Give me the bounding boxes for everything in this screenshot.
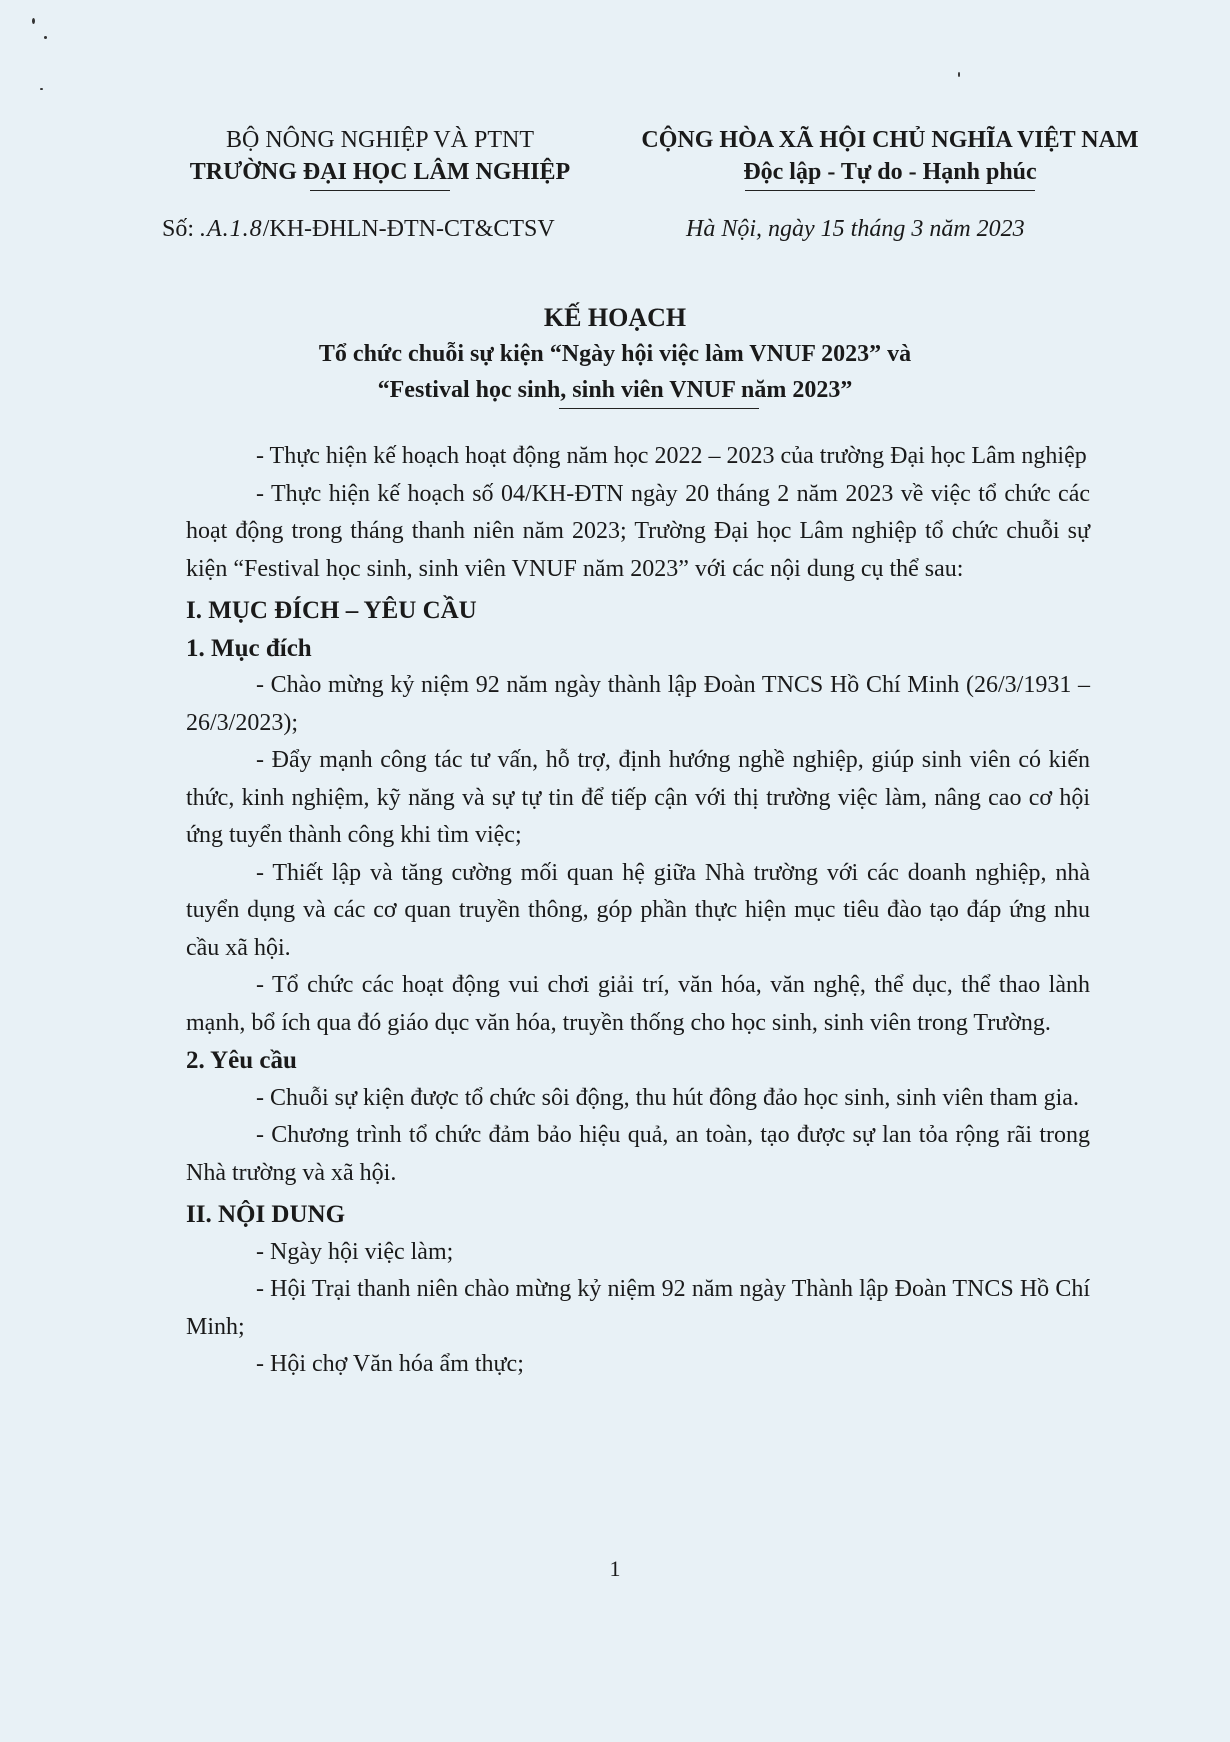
issuer-header (160, 124, 600, 191)
list-item: - Chào mừng kỷ niệm 92 năm ngày thành lập Đoàn TNCS Hồ Chí Minh (26/3/1931 – 26/3/2023); (186, 672, 1090, 736)
title-underline (559, 408, 759, 409)
national-title: CỘNG HÒA XÃ HỘI CHỦ NGHĨA VIỆT NAM (641, 127, 1139, 153)
title-line-1: Tổ chức chuỗi sự kiện “Ngày hội việc làm VNUF 2023” và (318, 341, 912, 367)
intro-paragraph: - Thực hiện kế hoạch hoạt động năm học 2022 – 2023 của trường Đại học Lâm nghiệp (256, 443, 1087, 469)
list-item: - Tổ chức các hoạt động vui chơi giải trí, văn hóa, văn nghệ, thể dục, thể thao lành mạnh, bổ ích qua đó giáo dục văn hóa, truyền thống cho học sinh, sinh viên trong Trường. (186, 972, 1090, 1036)
list-item: - Ngày hội việc làm; (256, 1238, 454, 1265)
national-header (612, 124, 1168, 191)
section-heading: II. NỘI DUNG (186, 1201, 346, 1228)
title-line-2: “Festival học sinh, sinh viên VNUF năm 2023” (377, 377, 853, 403)
list-item: - Chương trình tổ chức đảm bảo hiệu quả, an toàn, tạo được sự lan tỏa rộng rãi trong Nhà trường và xã hội. (186, 1122, 1090, 1186)
document-body (186, 438, 1090, 1384)
list-item: - Thiết lập và tăng cường mối quan hệ giữa Nhà trường với các doanh nghiệp, nhà tuyển dụng và các cơ quan truyền thông, góp phần thực hiện mục tiêu đào tạo đáp ứng nhu cầu xã hội. (186, 859, 1090, 961)
intro-paragraph: - Thực hiện kế hoạch số 04/KH-ĐTN ngày 20 tháng 2 năm 2023 về việc tổ chức các hoạt động trong tháng thanh niên năm 2023; Trường Đại học Lâm nghiệp tổ chức chuỗi sự kiện “Festival học sinh, sinh viên VNUF năm 2023” với các nội dung cụ thể sau: (186, 480, 1090, 582)
title-main: KẾ HOẠCH (543, 303, 687, 332)
subsection-heading: 1. Mục đích (186, 634, 312, 662)
document-title (150, 300, 1080, 409)
list-item: - Hội Trại thanh niên chào mừng kỷ niệm 92 năm ngày Thành lập Đoàn TNCS Hồ Chí Minh; (186, 1276, 1090, 1340)
national-motto: Độc lập - Tự do - Hạnh phúc (743, 159, 1037, 185)
scan-speck (44, 36, 47, 39)
ref-handwritten-number: .A.1.8 (200, 216, 263, 242)
scan-speck (958, 72, 960, 77)
issuer-underline (310, 190, 450, 191)
subsection-heading: 2. Yêu cầu (186, 1047, 297, 1074)
page-number: 1 (609, 1556, 621, 1581)
university-name: TRƯỜNG ĐẠI HỌC LÂM NGHIỆP (189, 159, 571, 185)
list-item: - Đẩy mạnh công tác tư vấn, hỗ trợ, định hướng nghề nghiệp, giúp sinh viên có kiến thức, kinh nghiệm, kỹ năng và sự tự tin để tiếp cận với thị trường việc làm, nâng cao cơ hội ứng tuyển thành công khi tìm việc; (186, 747, 1090, 848)
ministry-name: BỘ NÔNG NGHIỆP VÀ PTNT (225, 127, 534, 153)
motto-underline (745, 190, 1035, 191)
scan-speck (40, 88, 43, 90)
document-number (162, 216, 555, 243)
ref-prefix: Số: (162, 216, 195, 242)
document-date: Hà Nội, ngày 15 tháng 3 năm 2023 (686, 216, 1025, 242)
list-item: - Hội chợ Văn hóa ẩm thực; (256, 1351, 524, 1377)
ref-code: /KH-ĐHLN-ĐTN-CT&CTSV (262, 216, 555, 242)
list-item: - Chuỗi sự kiện được tổ chức sôi động, thu hút đông đảo học sinh, sinh viên tham gia. (256, 1084, 1079, 1111)
scan-speck (32, 18, 35, 24)
section-heading: I. MỤC ĐÍCH – YÊU CẦU (186, 597, 477, 624)
